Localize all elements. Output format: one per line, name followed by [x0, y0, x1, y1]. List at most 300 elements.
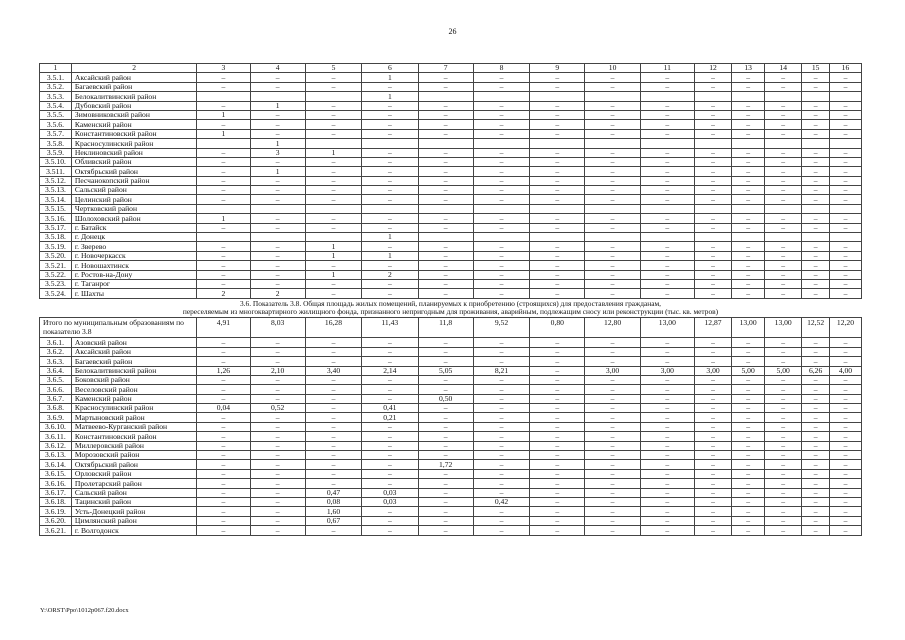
value-cell: –	[418, 385, 473, 394]
value-cell: –	[765, 479, 802, 488]
table-row	[40, 73, 862, 82]
value-cell: –	[694, 214, 731, 223]
table-row	[40, 233, 862, 242]
table-row	[40, 432, 862, 441]
value-cell: –	[250, 347, 305, 356]
value-cell: 1	[305, 251, 361, 260]
value-cell: –	[473, 507, 529, 516]
value-cell: –	[640, 479, 694, 488]
row-number-cell: 3.6.1.	[40, 338, 72, 347]
value-cell: –	[802, 375, 830, 384]
value-cell: –	[530, 148, 585, 157]
value-cell: –	[530, 73, 585, 82]
value-cell: –	[694, 422, 731, 431]
value-cell: –	[765, 422, 802, 431]
value-cell: 1	[250, 101, 305, 110]
value-cell: –	[250, 338, 305, 347]
value-cell	[585, 204, 640, 213]
value-cell: –	[530, 451, 585, 460]
value-cell: –	[530, 347, 585, 356]
value-cell: –	[732, 479, 765, 488]
value-cell: –	[732, 488, 765, 497]
value-cell: –	[732, 270, 765, 279]
value-cell: –	[305, 167, 361, 176]
value-cell: –	[418, 176, 473, 185]
value-cell: –	[765, 526, 802, 535]
value-cell: –	[197, 242, 250, 251]
value-cell: –	[694, 148, 731, 157]
value-cell	[305, 204, 361, 213]
value-cell: –	[802, 357, 830, 366]
value-cell: –	[473, 347, 529, 356]
value-cell: 0,08	[305, 497, 361, 506]
value-cell: –	[765, 289, 802, 298]
value-cell: –	[305, 186, 361, 195]
value-cell: –	[585, 120, 640, 129]
value-cell: –	[694, 451, 731, 460]
value-cell: –	[197, 422, 250, 431]
value-cell: –	[640, 432, 694, 441]
table-row	[40, 479, 862, 488]
value-cell	[732, 233, 765, 242]
value-cell: –	[694, 261, 731, 270]
value-cell: –	[362, 176, 418, 185]
value-cell: –	[585, 176, 640, 185]
value-cell: –	[305, 101, 361, 110]
value-cell: –	[585, 422, 640, 431]
value-cell	[418, 92, 473, 101]
value-cell: –	[829, 223, 861, 232]
value-cell: 1	[305, 242, 361, 251]
total-value-cell: 11,43	[362, 318, 418, 338]
value-cell: –	[197, 251, 250, 260]
district-name-cell: Обливский район	[71, 157, 196, 166]
value-cell: 3,40	[305, 366, 361, 375]
value-cell: 2	[197, 289, 250, 298]
value-cell: –	[765, 120, 802, 129]
value-cell	[418, 139, 473, 148]
value-cell: –	[530, 507, 585, 516]
value-cell: –	[418, 195, 473, 204]
value-cell	[530, 92, 585, 101]
value-cell: –	[305, 479, 361, 488]
value-cell: –	[585, 460, 640, 469]
value-cell: –	[418, 441, 473, 450]
value-cell: –	[694, 469, 731, 478]
value-cell: –	[585, 261, 640, 270]
column-number-header: 5	[305, 64, 361, 73]
value-cell: –	[250, 357, 305, 366]
value-cell: –	[829, 251, 861, 260]
district-name-cell: Матвеево-Курганский район	[71, 422, 196, 431]
value-cell: –	[197, 186, 250, 195]
value-cell: –	[473, 82, 529, 91]
value-cell: –	[250, 432, 305, 441]
value-cell: –	[530, 110, 585, 119]
value-cell: –	[765, 82, 802, 91]
value-cell: 6,26	[802, 366, 830, 375]
value-cell: –	[732, 404, 765, 413]
total-value-cell: 13,00	[765, 318, 802, 338]
value-cell: –	[418, 507, 473, 516]
value-cell: –	[640, 441, 694, 450]
value-cell: –	[362, 82, 418, 91]
page-number: 26	[448, 27, 457, 36]
value-cell	[829, 139, 861, 148]
district-name-cell: г. Донецк	[71, 233, 196, 242]
district-name-cell: Миллеровский район	[71, 441, 196, 450]
row-number-cell: 3.5.18.	[40, 233, 72, 242]
value-cell: –	[640, 394, 694, 403]
value-cell: –	[694, 186, 731, 195]
value-cell: –	[530, 366, 585, 375]
value-cell	[802, 92, 830, 101]
value-cell: –	[732, 82, 765, 91]
value-cell: –	[418, 357, 473, 366]
value-cell: –	[640, 404, 694, 413]
district-name-cell: Белокалитвинский район	[71, 92, 196, 101]
value-cell: –	[530, 186, 585, 195]
value-cell	[250, 92, 305, 101]
row-number-cell: 3.5.7.	[40, 129, 72, 138]
value-cell: –	[530, 167, 585, 176]
value-cell: –	[305, 289, 361, 298]
district-name-cell: Тацинский район	[71, 497, 196, 506]
value-cell: –	[418, 451, 473, 460]
row-number-cell: 3.6.17.	[40, 488, 72, 497]
value-cell: –	[585, 251, 640, 260]
value-cell: –	[732, 507, 765, 516]
value-cell	[802, 139, 830, 148]
value-cell: –	[694, 413, 731, 422]
value-cell: –	[802, 101, 830, 110]
table-row	[40, 404, 862, 413]
value-cell: –	[694, 479, 731, 488]
district-name-cell: Дубовский район	[71, 101, 196, 110]
value-cell: –	[694, 251, 731, 260]
value-cell: –	[640, 347, 694, 356]
value-cell: –	[765, 413, 802, 422]
value-cell: –	[585, 110, 640, 119]
value-cell: –	[640, 289, 694, 298]
table-row	[40, 422, 862, 431]
value-cell: –	[473, 479, 529, 488]
value-cell: –	[829, 347, 861, 356]
value-cell: –	[829, 176, 861, 185]
value-cell: –	[362, 261, 418, 270]
value-cell: –	[250, 460, 305, 469]
value-cell: 2	[362, 270, 418, 279]
value-cell: –	[765, 394, 802, 403]
value-cell: –	[250, 186, 305, 195]
value-cell: –	[640, 167, 694, 176]
value-cell: –	[585, 385, 640, 394]
value-cell: –	[694, 82, 731, 91]
value-cell: 1	[305, 148, 361, 157]
value-cell: –	[305, 375, 361, 384]
table-row	[40, 148, 862, 157]
value-cell: –	[530, 176, 585, 185]
value-cell: –	[765, 110, 802, 119]
value-cell: –	[473, 261, 529, 270]
value-cell: –	[765, 251, 802, 260]
value-cell: –	[305, 413, 361, 422]
value-cell: 1	[250, 167, 305, 176]
value-cell: –	[418, 413, 473, 422]
value-cell: –	[732, 469, 765, 478]
value-cell: –	[732, 432, 765, 441]
value-cell: –	[250, 507, 305, 516]
value-cell: –	[418, 223, 473, 232]
footer-file-path: Y:\ORST\Ppo\1012p067.f20.docx	[40, 607, 129, 614]
value-cell: –	[732, 120, 765, 129]
value-cell	[197, 92, 250, 101]
row-number-cell: 3.5.4.	[40, 101, 72, 110]
value-cell: –	[530, 460, 585, 469]
value-cell: –	[829, 488, 861, 497]
value-cell: –	[802, 110, 830, 119]
value-cell: –	[473, 129, 529, 138]
value-cell: –	[530, 497, 585, 506]
value-cell: –	[473, 488, 529, 497]
value-cell: –	[765, 441, 802, 450]
value-cell: –	[362, 289, 418, 298]
value-cell: –	[640, 460, 694, 469]
row-number-cell: 3.5.13.	[40, 186, 72, 195]
value-cell: –	[694, 394, 731, 403]
value-cell: –	[362, 186, 418, 195]
value-cell: –	[640, 413, 694, 422]
value-cell: –	[473, 441, 529, 450]
value-cell: 0,50	[418, 394, 473, 403]
district-name-cell: г. Новочеркасск	[71, 251, 196, 260]
value-cell: –	[732, 357, 765, 366]
value-cell: –	[473, 214, 529, 223]
row-number-cell: 3.6.10.	[40, 422, 72, 431]
value-cell: 1	[197, 129, 250, 138]
value-cell: –	[732, 167, 765, 176]
value-cell: –	[732, 223, 765, 232]
value-cell: –	[362, 432, 418, 441]
table-row	[40, 251, 862, 260]
value-cell: –	[829, 214, 861, 223]
value-cell	[585, 139, 640, 148]
value-cell	[640, 204, 694, 213]
value-cell: –	[732, 289, 765, 298]
row-number-cell: 3.6.9.	[40, 413, 72, 422]
value-cell: –	[418, 261, 473, 270]
value-cell: –	[765, 101, 802, 110]
value-cell: –	[530, 242, 585, 251]
value-cell: –	[305, 422, 361, 431]
value-cell: –	[694, 385, 731, 394]
column-number-header: 1	[40, 64, 72, 73]
total-value-cell: 12,87	[694, 318, 731, 338]
district-name-cell: г. Зверево	[71, 242, 196, 251]
value-cell: –	[305, 110, 361, 119]
value-cell: –	[362, 385, 418, 394]
value-cell: 1	[362, 92, 418, 101]
value-cell: –	[829, 289, 861, 298]
value-cell: –	[732, 186, 765, 195]
column-number-header: 16	[829, 64, 861, 73]
value-cell: –	[197, 516, 250, 525]
value-cell: –	[530, 516, 585, 525]
value-cell: –	[530, 195, 585, 204]
value-cell: 1	[362, 251, 418, 260]
table-row	[40, 186, 862, 195]
row-number-cell: 3.6.2.	[40, 347, 72, 356]
value-cell: –	[197, 82, 250, 91]
value-cell: –	[640, 101, 694, 110]
value-cell: –	[732, 460, 765, 469]
value-cell: –	[732, 451, 765, 460]
value-cell: –	[305, 73, 361, 82]
table-row	[40, 469, 862, 478]
value-cell: –	[829, 120, 861, 129]
value-cell: –	[765, 195, 802, 204]
value-cell: –	[250, 214, 305, 223]
value-cell: –	[765, 451, 802, 460]
value-cell: –	[473, 375, 529, 384]
value-cell: –	[765, 186, 802, 195]
row-number-cell: 3.6.3.	[40, 357, 72, 366]
column-number-header: 11	[640, 64, 694, 73]
value-cell: 4,00	[829, 366, 861, 375]
district-name-cell: Красносулинский район	[71, 404, 196, 413]
value-cell: –	[765, 507, 802, 516]
value-cell: –	[802, 394, 830, 403]
value-cell: –	[197, 270, 250, 279]
district-name-cell: г. Батайск	[71, 223, 196, 232]
value-cell: –	[585, 73, 640, 82]
value-cell: –	[305, 394, 361, 403]
row-number-cell: 3.5.19.	[40, 242, 72, 251]
value-cell: –	[829, 101, 861, 110]
table-row	[40, 242, 862, 251]
value-cell	[732, 92, 765, 101]
value-cell: –	[362, 223, 418, 232]
row-number-cell: 3.6.15.	[40, 469, 72, 478]
district-name-cell: г. Волгодонск	[71, 526, 196, 535]
value-cell: –	[305, 214, 361, 223]
value-cell: –	[250, 261, 305, 270]
table-row	[40, 101, 862, 110]
value-cell: –	[694, 167, 731, 176]
value-cell: –	[197, 73, 250, 82]
value-cell: –	[765, 223, 802, 232]
value-cell: –	[802, 413, 830, 422]
column-number-header: 3	[197, 64, 250, 73]
value-cell: –	[530, 251, 585, 260]
value-cell: –	[305, 338, 361, 347]
value-cell: –	[765, 176, 802, 185]
value-cell: –	[732, 242, 765, 251]
value-cell: –	[585, 195, 640, 204]
value-cell: –	[362, 157, 418, 166]
column-number-header: 15	[802, 64, 830, 73]
value-cell: –	[640, 357, 694, 366]
value-cell: 3,00	[585, 366, 640, 375]
district-name-cell: Шолоховский район	[71, 214, 196, 223]
value-cell: –	[197, 432, 250, 441]
value-cell: –	[765, 214, 802, 223]
value-cell: –	[418, 497, 473, 506]
value-cell: –	[530, 157, 585, 166]
value-cell: –	[802, 73, 830, 82]
value-cell: 1,60	[305, 507, 361, 516]
value-cell: –	[418, 279, 473, 288]
value-cell: 0,03	[362, 488, 418, 497]
district-name-cell: Мартыновский район	[71, 413, 196, 422]
value-cell: –	[473, 167, 529, 176]
value-cell: –	[530, 469, 585, 478]
value-cell: –	[765, 279, 802, 288]
district-name-cell: Багаевский район	[71, 82, 196, 91]
value-cell: –	[694, 279, 731, 288]
value-cell: –	[640, 261, 694, 270]
value-cell: 2,10	[250, 366, 305, 375]
value-cell: –	[305, 129, 361, 138]
value-cell: –	[473, 289, 529, 298]
value-cell: –	[530, 214, 585, 223]
value-cell	[694, 233, 731, 242]
value-cell: –	[829, 357, 861, 366]
value-cell: –	[829, 279, 861, 288]
value-cell: –	[362, 394, 418, 403]
value-cell: –	[362, 507, 418, 516]
value-cell: –	[640, 338, 694, 347]
value-cell	[829, 233, 861, 242]
value-cell: –	[694, 176, 731, 185]
value-cell	[530, 204, 585, 213]
value-cell	[197, 139, 250, 148]
column-number-header: 14	[765, 64, 802, 73]
value-cell: –	[585, 101, 640, 110]
value-cell	[197, 204, 250, 213]
value-cell: –	[418, 120, 473, 129]
value-cell: –	[418, 469, 473, 478]
value-cell: 1,72	[418, 460, 473, 469]
value-cell: –	[530, 120, 585, 129]
value-cell	[694, 92, 731, 101]
value-cell	[585, 233, 640, 242]
value-cell: –	[362, 101, 418, 110]
value-cell	[250, 233, 305, 242]
value-cell: –	[530, 375, 585, 384]
value-cell: –	[418, 167, 473, 176]
value-cell: –	[829, 432, 861, 441]
value-cell: 8,21	[473, 366, 529, 375]
value-cell: –	[362, 110, 418, 119]
value-cell: –	[530, 129, 585, 138]
value-cell: –	[732, 375, 765, 384]
value-cell: –	[732, 73, 765, 82]
value-cell	[418, 233, 473, 242]
row-number-cell: 3.5.6.	[40, 120, 72, 129]
value-cell: –	[305, 460, 361, 469]
value-cell: –	[197, 413, 250, 422]
district-name-cell: Цимлянский район	[71, 516, 196, 525]
district-name-cell: Октябрьский район	[71, 167, 196, 176]
value-cell: –	[197, 375, 250, 384]
value-cell: –	[802, 261, 830, 270]
value-cell	[640, 233, 694, 242]
total-row	[40, 318, 862, 338]
table-row	[40, 451, 862, 460]
district-name-cell: Сальский район	[71, 186, 196, 195]
table-row	[40, 289, 862, 298]
